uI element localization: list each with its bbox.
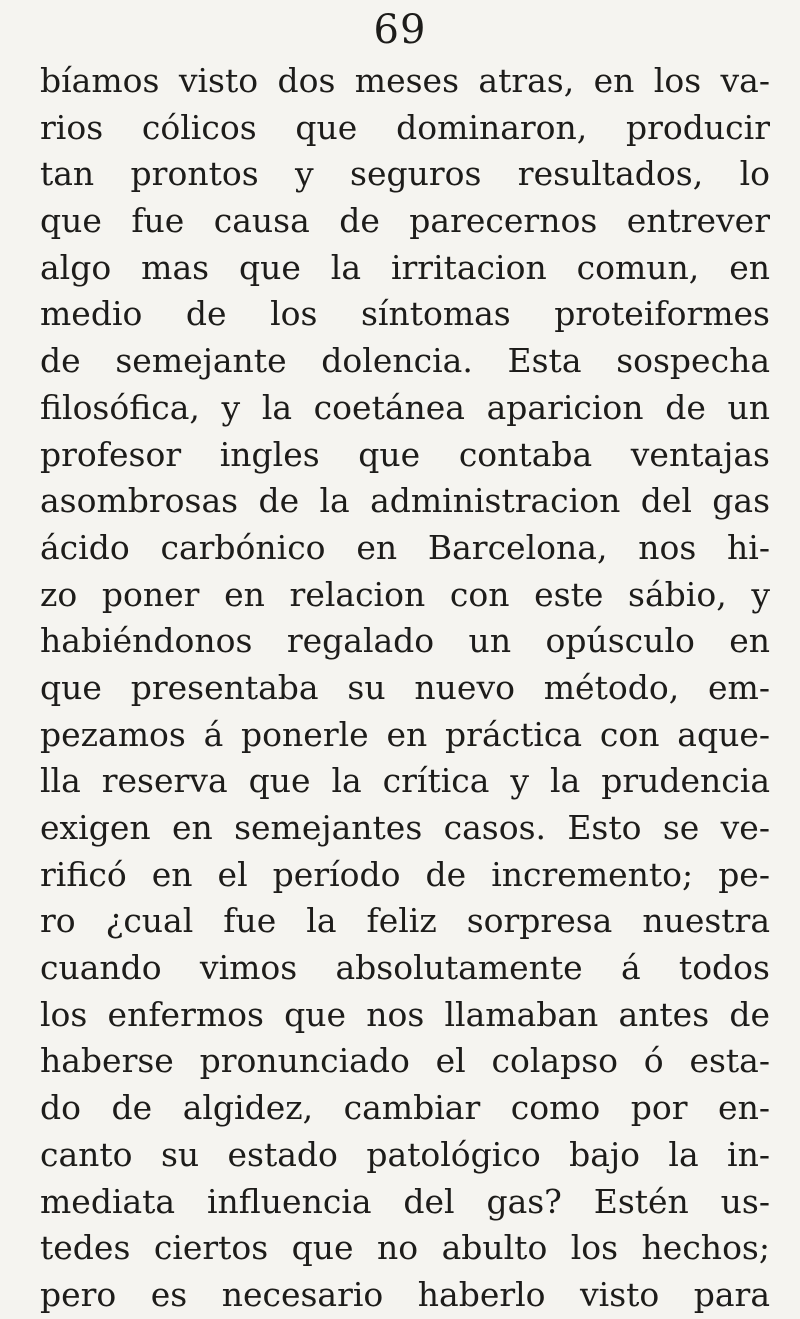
body-text (40, 58, 770, 1319)
text-line: ácido carbónico en Barcelona, nos hi- (40, 527, 770, 567)
text-line: que fue causa de parecernos entrever (40, 201, 770, 241)
text-line: rificó en el período de incremento; pe- (40, 854, 770, 894)
text-line: do de algidez, cambiar como por en- (40, 1088, 770, 1128)
text-line: los enfermos que nos llamaban antes de (40, 994, 770, 1034)
text-line: asombrosas de la administracion del gas (40, 481, 770, 521)
page-number: 69 (373, 7, 427, 53)
text-line: pero es necesario haberlo visto para (40, 1274, 770, 1314)
text-line: ro ¿cual fue la feliz sorpresa nuestra (40, 901, 770, 941)
text-line: filosófica, y la coetánea aparicion de un (40, 387, 770, 427)
text-line: habiéndonos regalado un opúsculo en (40, 621, 770, 661)
text-line: pezamos á ponerle en práctica con aque- (40, 714, 770, 754)
text-line: mediata influencia del gas? Estén us- (40, 1181, 770, 1221)
text-line: tedes ciertos que no abulto los hechos; (40, 1228, 770, 1268)
text-line: bíamos visto dos meses atras, en los va- (40, 61, 770, 100)
text-line: algo mas que la irritacion comun, en (40, 247, 770, 287)
text-line: que presentaba su nuevo método, em- (40, 667, 770, 707)
text-line: tan prontos y seguros resultados, lo (40, 154, 770, 194)
text-line: lla reserva que la crítica y la prudencia (40, 761, 770, 801)
text-line: canto su estado patológico bajo la in- (40, 1134, 770, 1174)
text-line: cuando vimos absolutamente á todos (40, 948, 770, 988)
text-line: zo poner en relacion con este sábio, y (40, 574, 770, 614)
text-line: rios cólicos que dominaron, producir (40, 107, 770, 147)
text-line: haberse pronunciado el colapso ó esta- (40, 1041, 770, 1081)
text-line: de semejante dolencia. Esta sospecha (40, 341, 770, 381)
text-line: exigen en semejantes casos. Esto se ve- (40, 808, 770, 847)
text-line: medio de los síntomas proteiformes (40, 294, 770, 334)
text-line: profesor ingles que contaba ventajas (40, 434, 770, 474)
